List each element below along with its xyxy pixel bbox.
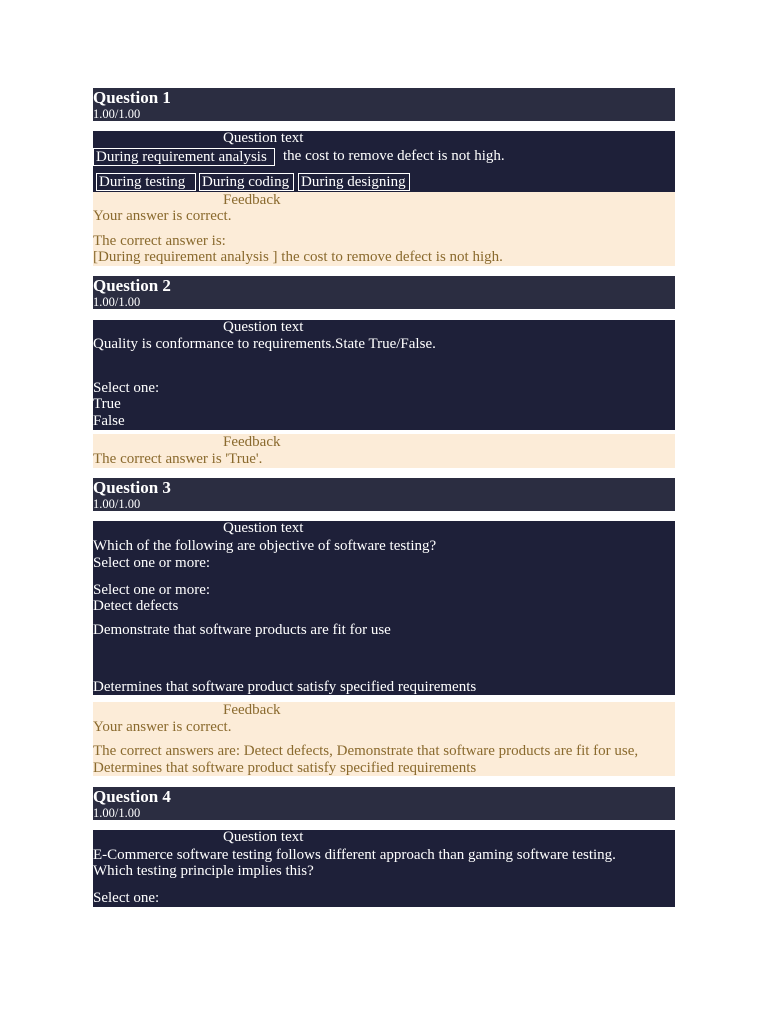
question-text: E-Commerce software testing follows different approach than gaming software testing. — [93, 847, 616, 863]
question-grade: 1.00/1.00 — [93, 497, 141, 511]
question-grade: 1.00/1.00 — [93, 107, 141, 121]
feedback-result: Your answer is correct. — [93, 719, 232, 735]
option-true[interactable]: True — [93, 396, 121, 412]
drag-choice-testing[interactable]: During testing — [96, 173, 196, 191]
question-3-feedback — [93, 702, 675, 776]
question-text-label: Question text — [223, 830, 675, 846]
question-text-cont: Which testing principle implies this? — [93, 863, 314, 879]
question-title: Question 2 — [93, 276, 171, 295]
question-title: Question 4 — [93, 787, 171, 806]
question-2-body — [93, 320, 675, 430]
select-prompt: Select one or more: — [93, 555, 211, 571]
question-grade: 1.00/1.00 — [93, 295, 141, 309]
question-title: Question 1 — [93, 88, 171, 107]
option-detect-defects[interactable]: Detect defects — [93, 598, 179, 614]
feedback-result: Your answer is correct. — [93, 208, 232, 224]
question-1-feedback — [93, 192, 675, 266]
question-text: Quality is conformance to requirements.State True/False. — [93, 336, 436, 352]
question-title: Question 3 — [93, 478, 171, 497]
question-text-label: Question text — [223, 131, 675, 147]
feedback-label: Feedback — [223, 434, 281, 450]
feedback-correct-heading: The correct answer is: — [93, 233, 226, 249]
question-1-body — [93, 131, 675, 192]
feedback-correct-answer: [During requirement analysis ] the cost to remove defect is not high. — [93, 249, 503, 265]
question-3-body — [93, 521, 675, 695]
feedback-label: Feedback — [223, 702, 281, 718]
question-3-header — [93, 478, 675, 511]
question-text: Which of the following are objective of software testing? — [93, 538, 437, 554]
question-2-header — [93, 276, 675, 309]
feedback-correct-answer: The correct answer is 'True'. — [93, 451, 263, 467]
question-1-header — [93, 88, 675, 121]
select-prompt: Select one: — [93, 890, 160, 906]
select-prompt: Select one: — [93, 380, 160, 396]
question-text-label: Question text — [223, 521, 675, 537]
select-prompt: Select one or more: — [93, 582, 211, 598]
sentence-text: the cost to remove defect is not high. — [283, 148, 505, 164]
feedback-correct-answer: The correct answers are: Detect defects, Demonstrate that software products are fit for use, — [93, 743, 639, 759]
drag-choice-designing[interactable]: During designing — [298, 173, 410, 191]
option-satisfy-requirements[interactable]: Determines that software product satisfy specified requirements — [93, 679, 477, 695]
question-4-header — [93, 787, 675, 820]
question-4-body — [93, 830, 675, 907]
question-2-feedback — [93, 434, 675, 468]
option-false[interactable]: False — [93, 413, 125, 429]
feedback-correct-answer-cont: Determines that software product satisfy specified requirements — [93, 760, 477, 776]
option-fit-for-use[interactable]: Demonstrate that software products are fit for use — [93, 622, 391, 638]
drag-choice-coding[interactable]: During coding — [199, 173, 294, 191]
feedback-label: Feedback — [223, 192, 281, 208]
drop-zone-answer[interactable]: During requirement analysis — [93, 148, 275, 166]
question-text-label: Question text — [223, 320, 675, 336]
question-grade: 1.00/1.00 — [93, 806, 141, 820]
